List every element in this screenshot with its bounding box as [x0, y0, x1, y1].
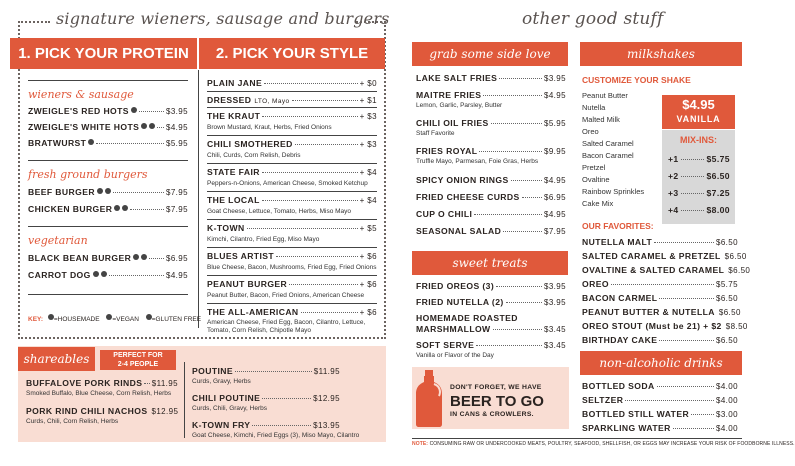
style-rule [207, 303, 377, 304]
vanilla-label: VANILLA [676, 114, 721, 124]
favorite-item: BACON CARMEL $6.50 [582, 293, 738, 303]
style-rule [207, 219, 377, 220]
beer-line2: BEER TO GO [450, 393, 544, 410]
shareables-tag: PERFECT FOR 2-4 PEOPLE [100, 350, 176, 370]
style-desc: Chili, Curds, Corn Relish, Debris [207, 152, 301, 159]
vanilla-box [662, 95, 735, 129]
favorite-item: OREO $5.75 [582, 279, 738, 289]
shareable-desc: Curds, Chili, Corn Relish, Herbs [26, 418, 119, 425]
style-desc: Brown Mustard, Kraut, Herbs, Fried Onions [207, 124, 332, 131]
sweet-item: FRIED OREOS (3) $3.95 [416, 281, 566, 291]
side-item: SPICY ONION RINGS $4.95 [416, 175, 566, 185]
shareable-desc: Goat Cheese, Kimchi, Fried Eggs (3), Miso Mayo, Cilantro [192, 432, 360, 439]
style-item: DRESSED LTO, Mayo + $1 [207, 95, 377, 105]
side-desc: Lemon, Garlic, Parsley, Butter [416, 102, 503, 109]
mixin-row: +3 $7.25 [668, 188, 730, 198]
style-desc: Peppers-n-Onions, American Cheese, Smoked Ketchup [207, 180, 368, 187]
left-header: signature wieners, sausage and burgers [56, 9, 390, 28]
key-legend: KEY: =HOUSEMADE =VEGAN =GLUTEN FREE [28, 316, 202, 323]
side-item: CHILI OIL FRIES $5.95 [416, 118, 566, 128]
shake-flavor: Bacon Caramel [582, 151, 634, 160]
customize-title: CUSTOMIZE YOUR SHAKE [582, 75, 691, 85]
shake-flavor: Oreo [582, 127, 599, 136]
menu-item: ZWEIGLE'S RED HOTS $3.95 [28, 106, 188, 116]
style-rule [207, 191, 377, 192]
protein-top-rule [28, 80, 188, 81]
vanilla-price: $4.95 [682, 97, 715, 112]
sweet-item: FRIED NUTELLA (2) $3.95 [416, 297, 566, 307]
style-item: K-TOWN + $5 [207, 223, 377, 233]
right-header: other good stuff [522, 9, 664, 29]
sweet-item: SOFT SERVE $3.45 [416, 340, 566, 350]
shake-flavor: Cake Mix [582, 199, 614, 208]
sides-banner: grab some side love [412, 42, 568, 66]
side-item: MAITRE FRIES $4.95 [416, 90, 566, 100]
beer-line1: DON'T FORGET, WE HAVE [450, 384, 542, 391]
favorite-item: OVALTINE & SALTED CARAMEL $6.50 [582, 265, 751, 275]
favorite-item: NUTELLA MALT $6.50 [582, 237, 738, 247]
shake-flavor: Salted Caramel [582, 139, 634, 148]
milkshakes-banner: milkshakes [580, 42, 742, 66]
favorites-title: OUR FAVORITES: [582, 221, 654, 231]
shareable-desc: Curds, Gravy, Herbs [192, 378, 251, 385]
favorite-item: SALTED CARAMEL & PRETZEL $6.50 [582, 251, 747, 261]
drink-item: SELTZER $4.00 [582, 395, 738, 405]
menu-item: CARROT DOG $4.95 [28, 270, 188, 280]
style-item: BLUES ARTIST + $6 [207, 251, 377, 261]
side-item: FRIES ROYAL $9.95 [416, 146, 566, 156]
drink-item: SPARKLING WATER $4.00 [582, 423, 738, 433]
favorite-item: OREO STOUT (Must be 21) + $2 $8.50 [582, 321, 748, 331]
side-item: CUP O CHILI $4.95 [416, 209, 566, 219]
sweet-item: HOMEMADE ROASTED [416, 313, 518, 323]
mixin-row: +1 $5.75 [668, 154, 730, 164]
style-item: PLAIN JANE + $0 [207, 78, 377, 88]
mixin-row: +4 $8.00 [668, 205, 730, 215]
protein-banner: 1. PICK YOUR PROTEIN [10, 38, 197, 69]
style-rule [207, 247, 377, 248]
shareable-item: PORK RIND CHILI NACHOS $12.95 [26, 406, 179, 416]
mixins-title: MIX-INS: [680, 135, 717, 145]
mixin-row: +2 $6.50 [668, 171, 730, 181]
burgers-title: fresh ground burgers [28, 168, 148, 181]
menu-item: BLACK BEAN BURGER $6.95 [28, 253, 188, 263]
shareable-desc: Smoked Buffalo, Blue Cheese, Corn Relish, Herbs [26, 390, 172, 397]
shareable-desc: Curds, Chili, Gravy, Herbs [192, 405, 268, 412]
style-desc: Goat Cheese, Lettuce, Tomato, Herbs, Miso Mayo [207, 208, 352, 215]
protein-rule [28, 226, 188, 227]
side-item: LAKE SALT FRIES $3.95 [416, 73, 566, 83]
style-rule [207, 135, 377, 136]
shake-flavor: Ovaltine [582, 175, 610, 184]
shake-flavor: Peanut Butter [582, 91, 628, 100]
style-banner: 2. PICK YOUR STYLE [199, 38, 385, 69]
style-item: STATE FAIR + $4 [207, 167, 377, 177]
protein-rule [28, 160, 188, 161]
protein-rule [28, 294, 188, 295]
style-item: THE ALL-AMERICAN + $6 [207, 307, 377, 317]
style-desc: Kimchi, Cilantro, Fried Egg, Miso Mayo [207, 236, 320, 243]
sweet-item: MARSHMALLOW $3.45 [416, 324, 566, 334]
column-divider [198, 70, 199, 328]
drink-item: BOTTLED SODA $4.00 [582, 381, 738, 391]
shake-flavor: Nutella [582, 103, 606, 112]
style-desc: Peanut Butter, Bacon, Fried Onions, American Cheese [207, 292, 365, 299]
beer-line3: IN CANS & CROWLERS. [450, 411, 534, 418]
drinks-banner: non-alcoholic drinks [580, 351, 742, 375]
style-desc: Blue Cheese, Bacon, Mushrooms, Fried Egg, Fried Onions [207, 264, 377, 271]
shareable-item: CHILI POUTINE $12.95 [192, 393, 340, 403]
favorite-item: PEANUT BUTTER & NUTELLA $6.50 [582, 307, 741, 317]
menu-item: BEEF BURGER $7.95 [28, 187, 188, 197]
style-desc: American Cheese, Fried Egg, Bacon, Cilantro, Lettuce, [207, 319, 366, 326]
sweets-banner: sweet treats [412, 251, 568, 275]
shareables-divider [184, 362, 185, 438]
style-item: THE LOCAL + $4 [207, 195, 377, 205]
shake-flavor: Rainbow Sprinkles [582, 187, 645, 196]
menu-item: ZWEIGLE'S WHITE HOTS $4.95 [28, 122, 188, 132]
shake-flavor: Malted Milk [582, 115, 620, 124]
style-desc: Tomato, Corn Relish, Chipotle Mayo [207, 327, 312, 334]
vegetarian-title: vegetarian [28, 234, 88, 247]
style-item: THE KRAUT + $3 [207, 111, 377, 121]
shareable-item: K-TOWN FRY $13.95 [192, 420, 340, 430]
favorite-item: BIRTHDAY CAKE $6.50 [582, 335, 738, 345]
shareables-title: shareables [18, 347, 95, 371]
style-item: PEANUT BURGER + $6 [207, 279, 377, 289]
shareable-item: BUFFALOVE PORK RINDS $11.95 [26, 378, 178, 388]
side-item: FRIED CHEESE CURDS $6.95 [416, 192, 566, 202]
style-rule [207, 107, 377, 108]
wieners-title: wieners & sausage [28, 88, 134, 101]
footer-rule [412, 438, 742, 439]
sweet-desc: Vanilla or Flavor of the Day [416, 352, 494, 359]
style-rule [207, 275, 377, 276]
shareable-item: POUTINE $11.95 [192, 366, 340, 376]
footer-note: NOTE: CONSUMING RAW OR UNDERCOOKED MEATS, POULTRY, SEAFOOD, SHELLFISH, OR EGGS MAY INCREASE YOUR RISK OF FOODBORNE ILLNESS. [412, 441, 795, 447]
menu-item: BRATWURST $5.95 [28, 138, 188, 148]
growler-icon [414, 368, 444, 428]
style-rule [207, 91, 377, 92]
side-desc: Staff Favorite [416, 130, 455, 137]
shake-flavor: Pretzel [582, 163, 606, 172]
style-item: CHILI SMOTHERED + $3 [207, 139, 377, 149]
menu-item: CHICKEN BURGER $7.95 [28, 204, 188, 214]
side-item: SEASONAL SALAD $7.95 [416, 226, 566, 236]
drink-item: BOTTLED STILL WATER $3.00 [582, 409, 738, 419]
side-desc: Truffle Mayo, Parmesan, Foie Gras, Herbs [416, 158, 539, 165]
style-rule [207, 163, 377, 164]
